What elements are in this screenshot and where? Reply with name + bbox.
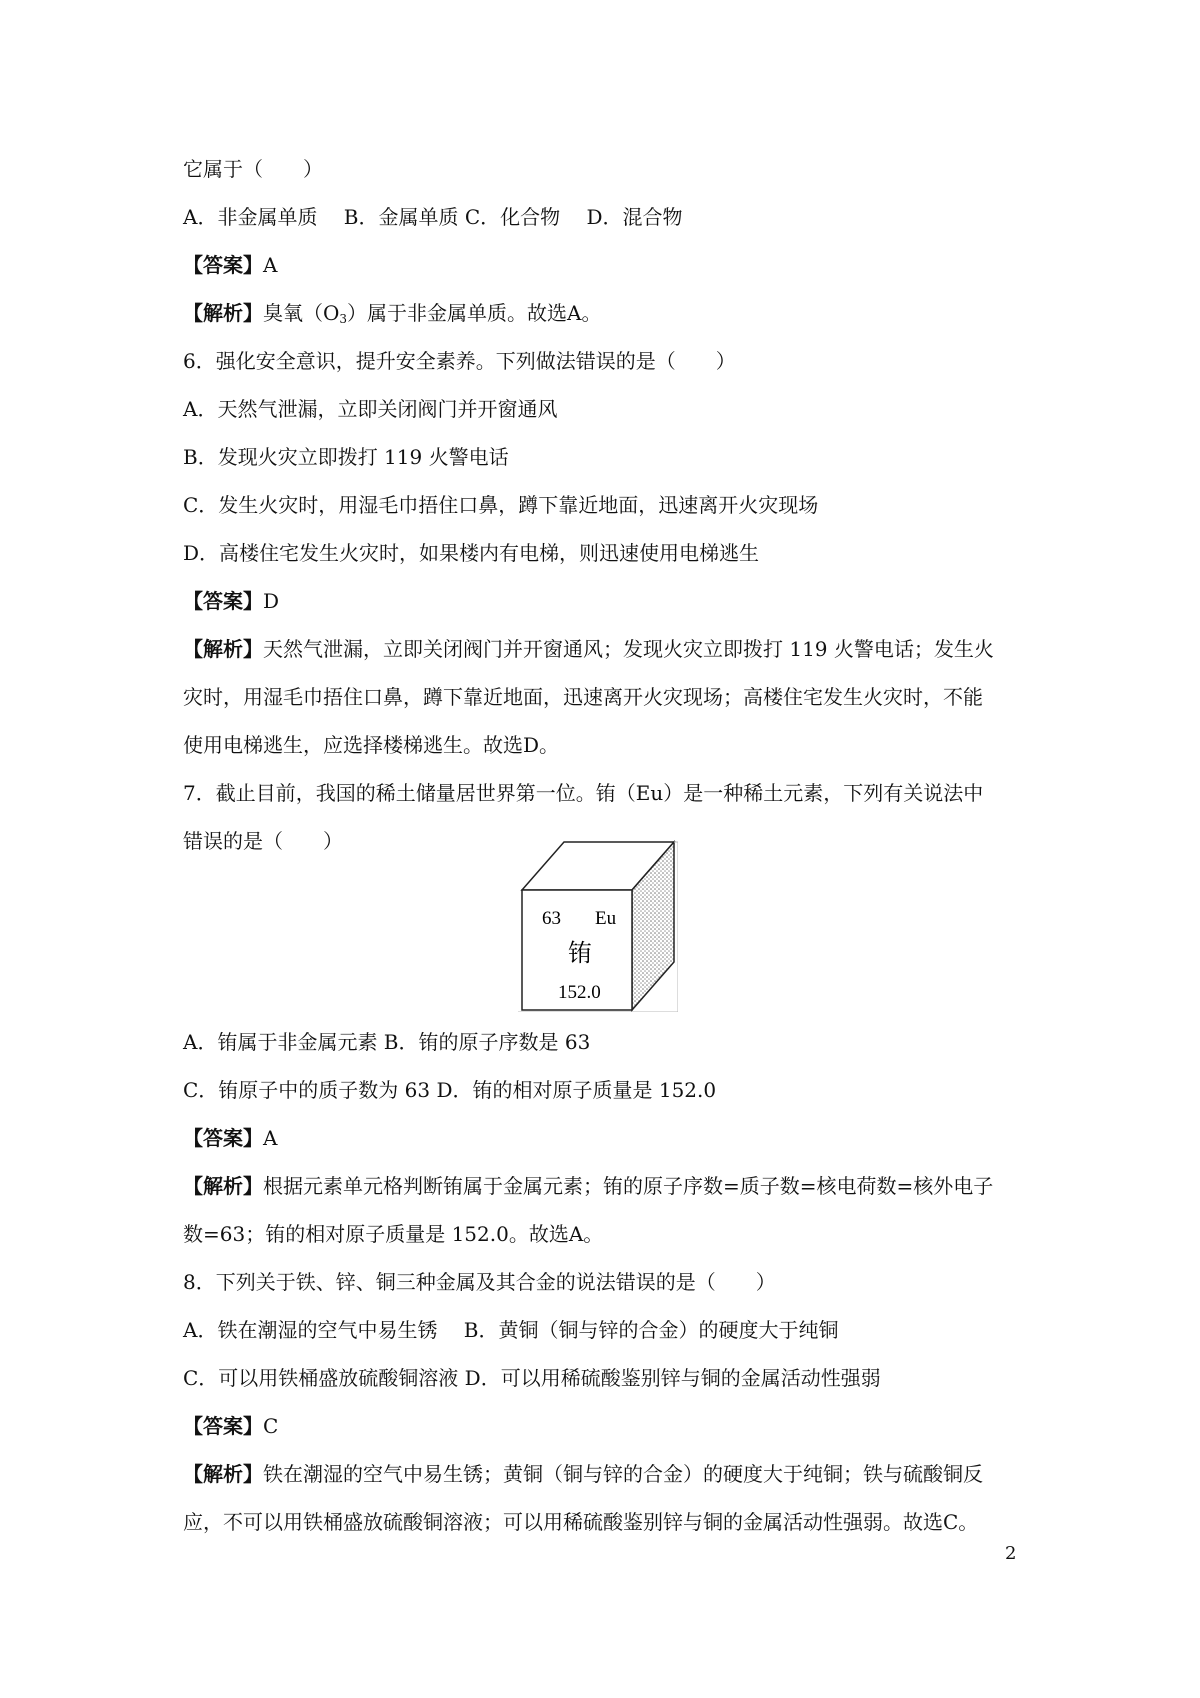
- q8-stem: 8．下列关于铁、锌、铜三种金属及其合金的说法错误的是（ ）: [183, 1270, 776, 1294]
- atomic-mass: 152.0: [558, 982, 601, 1003]
- element-cube-svg: [518, 840, 678, 1012]
- answer-value: C: [263, 1414, 279, 1438]
- analysis-tag: 【解析】: [183, 1462, 263, 1486]
- q6-analysis-line-3: 使用电梯逃生，应选择楼梯逃生。故选D。: [183, 733, 560, 757]
- q6-analysis-line-1: [183, 635, 994, 663]
- answer-value: A: [263, 253, 278, 277]
- q7-stem-line-1: 7．截止目前，我国的稀土储量居世界第一位。铕（Eu）是一种稀土元素，下列有关说法中: [183, 781, 984, 805]
- q6-stem: 6．强化安全意识，提升安全素养。下列做法错误的是（ ）: [183, 349, 736, 373]
- element-cube-figure: [518, 840, 678, 1012]
- q6-option-b: B．发现火灾立即拨打 119 火警电话: [183, 445, 509, 469]
- q7-options-line-2: C．铕原子中的质子数为 63 D．铕的相对原子质量是 152.0: [183, 1078, 717, 1102]
- q6-analysis-line-2: 灾时，用湿毛巾捂住口鼻，蹲下靠近地面，迅速离开火灾现场；高楼住宅发生火灾时，不能: [183, 685, 983, 709]
- q8-options-line-2: C．可以用铁桶盛放硫酸铜溶液 D．可以用稀硫酸鉴别锌与铜的金属活动性强弱: [183, 1366, 881, 1390]
- q5-answer: [183, 251, 277, 279]
- answer-tag: 【答案】: [183, 589, 263, 613]
- q8-analysis-line-2: 应，不可以用铁桶盛放硫酸铜溶液；可以用稀硫酸鉴别锌与铜的金属活动性强弱。故选C。: [183, 1510, 979, 1534]
- answer-tag: 【答案】: [183, 253, 263, 277]
- analysis-text: ）属于非金属单质。故选A。: [347, 301, 602, 325]
- element-symbol: Eu: [595, 908, 617, 929]
- q6-option-c: C．发生火灾时，用湿毛巾捂住口鼻，蹲下靠近地面，迅速离开火灾现场: [183, 493, 819, 517]
- page-number: 2: [1005, 1543, 1017, 1564]
- analysis-text: 铁在潮湿的空气中易生锈；黄铜（铜与锌的合金）的硬度大于纯铜；铁与硫酸铜反: [263, 1462, 983, 1486]
- q6-option-a: A．天然气泄漏，立即关闭阀门并开窗通风: [183, 397, 558, 421]
- analysis-text: 臭氧（O: [263, 301, 340, 325]
- q5-analysis: [183, 299, 602, 333]
- q5-options: A．非金属单质 B．金属单质 C．化合物 D．混合物: [183, 205, 683, 229]
- answer-value: D: [263, 589, 280, 613]
- q5-stem-tail: 它属于（ ）: [183, 157, 323, 181]
- analysis-tag: 【解析】: [183, 1174, 263, 1198]
- q8-options-line-1: A．铁在潮湿的空气中易生锈 B．黄铜（铜与锌的合金）的硬度大于纯铜: [183, 1318, 839, 1342]
- analysis-text: 天然气泄漏，立即关闭阀门并开窗通风；发现火灾立即拨打 119 火警电话；发生火: [263, 637, 994, 661]
- answer-tag: 【答案】: [183, 1126, 263, 1150]
- analysis-tag: 【解析】: [183, 637, 263, 661]
- answer-tag: 【答案】: [183, 1414, 263, 1438]
- q7-analysis-line-2: 数=63；铕的相对原子质量是 152.0。故选A。: [183, 1222, 604, 1246]
- q7-answer: [183, 1124, 277, 1152]
- element-name: 铕: [568, 939, 592, 967]
- q6-option-d: D．高楼住宅发生火灾时，如果楼内有电梯，则迅速使用电梯逃生: [183, 541, 760, 565]
- atomic-number: 63: [542, 908, 561, 929]
- q8-analysis-line-1: [183, 1460, 983, 1488]
- q7-stem-line-2: 错误的是（ ）: [183, 829, 343, 853]
- subscript: 3: [339, 312, 348, 326]
- q7-analysis-line-1: [183, 1172, 993, 1200]
- q7-options-line-1: A．铕属于非金属元素 B．铕的原子序数是 63: [183, 1030, 591, 1054]
- analysis-tag: 【解析】: [183, 301, 263, 325]
- answer-value: A: [263, 1126, 278, 1150]
- analysis-text: 根据元素单元格判断铕属于金属元素；铕的原子序数=质子数=核电荷数=核外电子: [263, 1174, 994, 1198]
- q6-answer: [183, 587, 279, 615]
- q8-answer: [183, 1412, 278, 1440]
